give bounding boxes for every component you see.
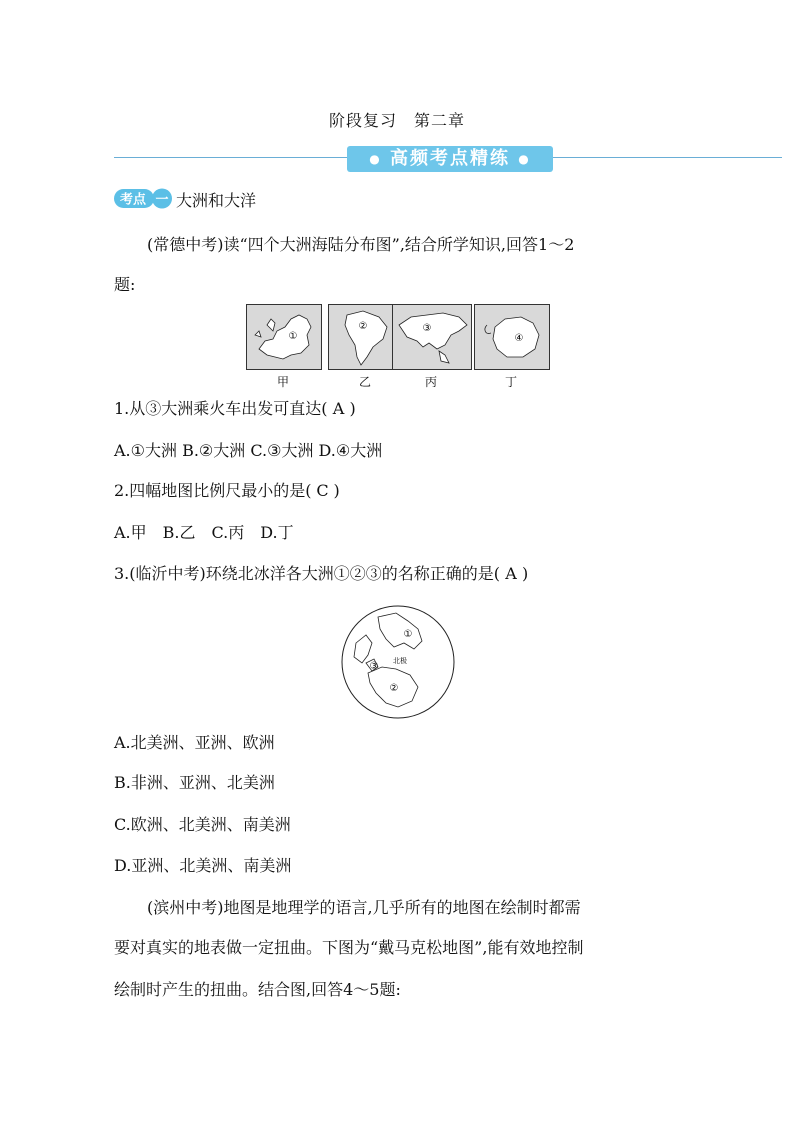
arctic-num-1: ①: [403, 629, 413, 640]
section-banner: [347, 146, 553, 172]
intro1-line1: (常德中考)读“四个大洲海陆分布图”,结合所学知识,回答1～2: [147, 235, 575, 254]
banner-dot-icon: ●: [369, 152, 382, 166]
banner-dot-icon: ●: [518, 152, 531, 166]
antarctica-map: [475, 305, 549, 369]
question-3: [114, 563, 528, 585]
q3-option-c: C.欧洲、北美洲、南美洲: [114, 815, 291, 834]
map-num-3: ③: [422, 323, 432, 334]
q3-option-a: A.北美洲、亚洲、欧洲: [114, 733, 275, 752]
page-title: 阶段复习 第二章: [328, 111, 465, 130]
north-pole-label: 北极: [393, 657, 407, 665]
map-label-jia: 甲: [276, 375, 289, 389]
map-num-4: ④: [514, 333, 524, 344]
banner-text: 高频考点精练: [390, 148, 510, 169]
intro2-line1: (滨州中考)地图是地理学的语言,几乎所有的地图在绘制时都需: [147, 898, 581, 917]
figure-arctic-map: [338, 603, 458, 721]
q1-options: A.①大洲 B.②大洲 C.③大洲 D.④大洲: [114, 441, 383, 460]
q2-close: ): [333, 481, 340, 500]
asia-map: [393, 305, 471, 369]
question-2: [114, 480, 340, 502]
q3-close: ): [522, 564, 529, 583]
intro2-line2: 要对真实的地表做一定扭曲。下图为“戴马克松地图”,能有效地控制: [114, 938, 584, 957]
badge-number: 一: [155, 192, 169, 208]
map-num-1: ①: [288, 331, 298, 342]
map-num-2: ②: [358, 321, 368, 332]
map-panel-ding: [474, 304, 550, 370]
map-label-yi: 乙: [358, 375, 371, 389]
map-panel-bing: [392, 304, 472, 370]
section-badge: [114, 188, 176, 209]
q3-stem: 3.(临沂中考)环绕北冰洋各大洲①②③的名称正确的是(: [114, 564, 500, 583]
arctic-num-2: ②: [389, 683, 399, 694]
q2-options: A.甲 B.乙 C.丙 D.丁: [114, 523, 294, 542]
map-label-ding: 丁: [504, 375, 517, 389]
map-label-bing: 丙: [424, 375, 437, 389]
badge-prefix: 考点: [119, 192, 147, 208]
q3-option-d: D.亚洲、北美洲、南美洲: [114, 856, 292, 875]
q1-answer: A: [332, 399, 345, 418]
q3-answer: A: [505, 564, 517, 583]
q3-option-b: B.非洲、亚洲、北美洲: [114, 773, 275, 792]
q1-close: ): [349, 399, 356, 418]
arctic-num-3: ③: [369, 661, 379, 672]
question-1: [114, 398, 356, 420]
map-panel-jia: [246, 304, 322, 370]
intro2-line3: 绘制时产生的扭曲。结合图,回答4～5题:: [114, 980, 401, 999]
q1-stem: 1.从③大洲乘火车出发可直达(: [114, 399, 328, 418]
q2-answer: C: [316, 481, 329, 500]
section-name: 大洲和大洋: [176, 191, 257, 210]
q2-stem: 2.四幅地图比例尺最小的是(: [114, 481, 312, 500]
intro1-line2: 题:: [114, 275, 136, 294]
europe-map: [247, 305, 321, 369]
